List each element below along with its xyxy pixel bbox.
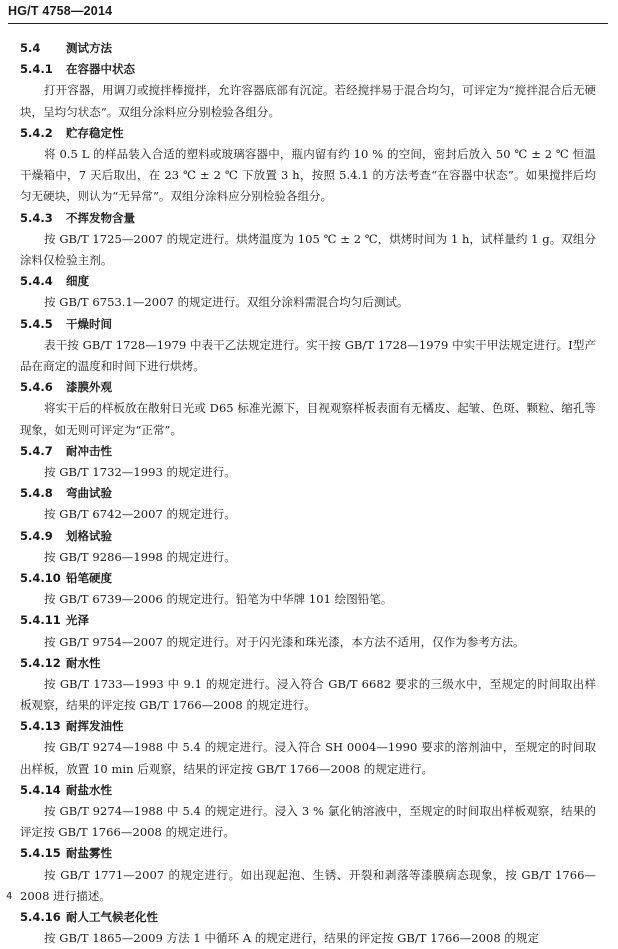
section-heading — [20, 653, 596, 674]
paragraph: 将 0.5 L 的样品装入合适的塑料或玻璃容器中，瓶内留有约 10 % 的空间，密封后放入 50 ℃ ± 2 ℃ 恒温干燥箱中，7 天后取出，在 23 ℃ ± 2 ℃ 下放置 3 h，按照 5.4.1 的方法考查“在容器中状态”。如果搅拌后均匀无硬块，则认为“无异常”。双组分涂料应分别检验各组分。 — [20, 146, 596, 204]
section-number: 5.4.12 — [20, 655, 61, 670]
section-number: 5.4.13 — [20, 719, 61, 734]
section-heading — [20, 377, 596, 398]
section-heading — [20, 716, 596, 737]
section-title: 耐冲击性 — [66, 443, 112, 458]
section-number: 5.4.15 — [20, 846, 61, 861]
paragraph: 按 GB/T 9286—1998 的规定进行。 — [44, 549, 236, 564]
section-title: 漆膜外观 — [66, 380, 112, 395]
section-number: 5.4.3 — [20, 210, 53, 225]
paragraph: 按 GB/T 6742—2007 的规定进行。 — [44, 507, 236, 522]
section-heading — [20, 38, 596, 59]
section-heading — [20, 441, 596, 462]
page-number: 4 — [6, 891, 13, 902]
section-title: 耐盐水性 — [66, 782, 112, 797]
section-title: 不挥发物含量 — [66, 210, 135, 225]
section-number: 5.4.11 — [20, 613, 61, 628]
section-number: 5.4.5 — [20, 316, 53, 331]
paragraph: 按 GB/T 1725—2007 的规定进行。烘烤温度为 105 ℃ ± 2 ℃，烘烤时间为 1 h，试样量约 1 g。双组分涂料仅检验主剂。 — [20, 231, 596, 267]
document-body — [20, 38, 596, 949]
section-heading — [20, 208, 596, 229]
section-title: 光泽 — [66, 613, 89, 628]
section-heading — [20, 314, 596, 335]
section-heading — [20, 780, 596, 801]
section-title: 耐挥发油性 — [66, 719, 124, 734]
section-title: 测试方法 — [66, 41, 112, 55]
section-heading — [20, 907, 596, 928]
section-heading — [20, 123, 596, 144]
section-number: 5.4.9 — [20, 528, 53, 543]
paragraph: 按 GB/T 1732—1993 的规定进行。 — [44, 464, 236, 479]
section-title: 耐盐雾性 — [66, 846, 112, 861]
section-number: 5.4.1 — [20, 62, 53, 77]
paragraph: 打开容器，用调刀或搅拌棒搅拌，允许容器底部有沉淀。若经搅拌易于混合均匀，可评定为“搅拌混合后无硬块，呈均匀状态”。双组分涂料应分别检验各组分。 — [20, 83, 596, 119]
paragraph: 将实干后的样板放在散射日光或 D65 标准光源下，目视观察样板表面有无橘皮、起皱、色斑、颗粒、缩孔等现象，如无则可评定为“正常”。 — [20, 401, 596, 437]
section-title: 铅笔硬度 — [66, 570, 112, 585]
section-title: 耐人工气候老化性 — [66, 910, 158, 925]
section-heading — [20, 568, 596, 589]
section-number: 5.4.14 — [20, 782, 61, 797]
paragraph: 按 GB/T 1771—2007 的规定进行。如出现起泡、生锈、开裂和剥落等漆膜病态现象，按 GB/T 1766—2008 进行描述。 — [20, 867, 596, 903]
section-heading — [20, 271, 596, 292]
paragraph: 按 GB/T 1865—2009 方法 1 中循环 A 的规定进行，结果的评定按 GB/T 1766—2008 的规定 — [44, 931, 540, 946]
section-number: 5.4.4 — [20, 274, 53, 289]
section-number: 5.4 — [20, 41, 41, 55]
paragraph: 表干按 GB/T 1728—1979 中表干乙法规定进行。实干按 GB/T 1728—1979 中实干甲法规定进行。Ⅰ型产品在商定的温度和时间下进行烘烤。 — [20, 337, 596, 373]
section-number: 5.4.2 — [20, 125, 53, 140]
section-number: 5.4.10 — [20, 570, 61, 585]
section-heading — [20, 59, 596, 80]
section-title: 干燥时间 — [66, 316, 112, 331]
section-title: 在容器中状态 — [66, 62, 135, 77]
section-number: 5.4.8 — [20, 486, 53, 501]
section-heading — [20, 843, 596, 864]
paragraph: 按 GB/T 9274—1988 中 5.4 的规定进行。浸入 3 % 氯化钠溶液中，至规定的时间取出样板观察，结果的评定按 GB/T 1766—2008 的规定进行。 — [20, 804, 596, 840]
section-number: 5.4.7 — [20, 443, 53, 458]
section-title: 耐水性 — [66, 655, 101, 670]
section-title: 弯曲试验 — [66, 486, 112, 501]
section-heading — [20, 610, 596, 631]
paragraph: 按 GB/T 9274—1988 中 5.4 的规定进行。浸入符合 SH 0004—1990 要求的溶剂油中，至规定的时间取出样板，放置 10 min 后观察，结果的评定按 GB/T 1766—2008 的规定进行。 — [20, 740, 596, 776]
paragraph: 按 GB/T 1733—1993 中 9.1 的规定进行。浸入符合 GB/T 6682 要求的三级水中，至规定的时间取出样板观察，结果的评定按 GB/T 1766—2008 的规定进行。 — [20, 676, 596, 713]
section-title: 贮存稳定性 — [66, 125, 124, 140]
section-title: 划格试验 — [66, 528, 112, 543]
section-heading — [20, 483, 596, 504]
document-code-header: HG/T 4758—2014 — [8, 4, 113, 18]
section-heading — [20, 526, 596, 547]
paragraph: 按 GB/T 9754—2007 的规定进行。对于闪光漆和珠光漆，本方法不适用，仅作为参考方法。 — [44, 634, 525, 649]
section-title: 细度 — [66, 274, 89, 289]
section-number: 5.4.16 — [20, 910, 61, 925]
section-number: 5.4.6 — [20, 380, 53, 395]
paragraph: 按 GB/T 6739—2006 的规定进行。铅笔为中华牌 101 绘图铅笔。 — [44, 592, 393, 607]
header-rule — [8, 23, 608, 24]
paragraph: 按 GB/T 6753.1—2007 的规定进行。双组分涂料需混合均匀后测试。 — [44, 295, 409, 310]
